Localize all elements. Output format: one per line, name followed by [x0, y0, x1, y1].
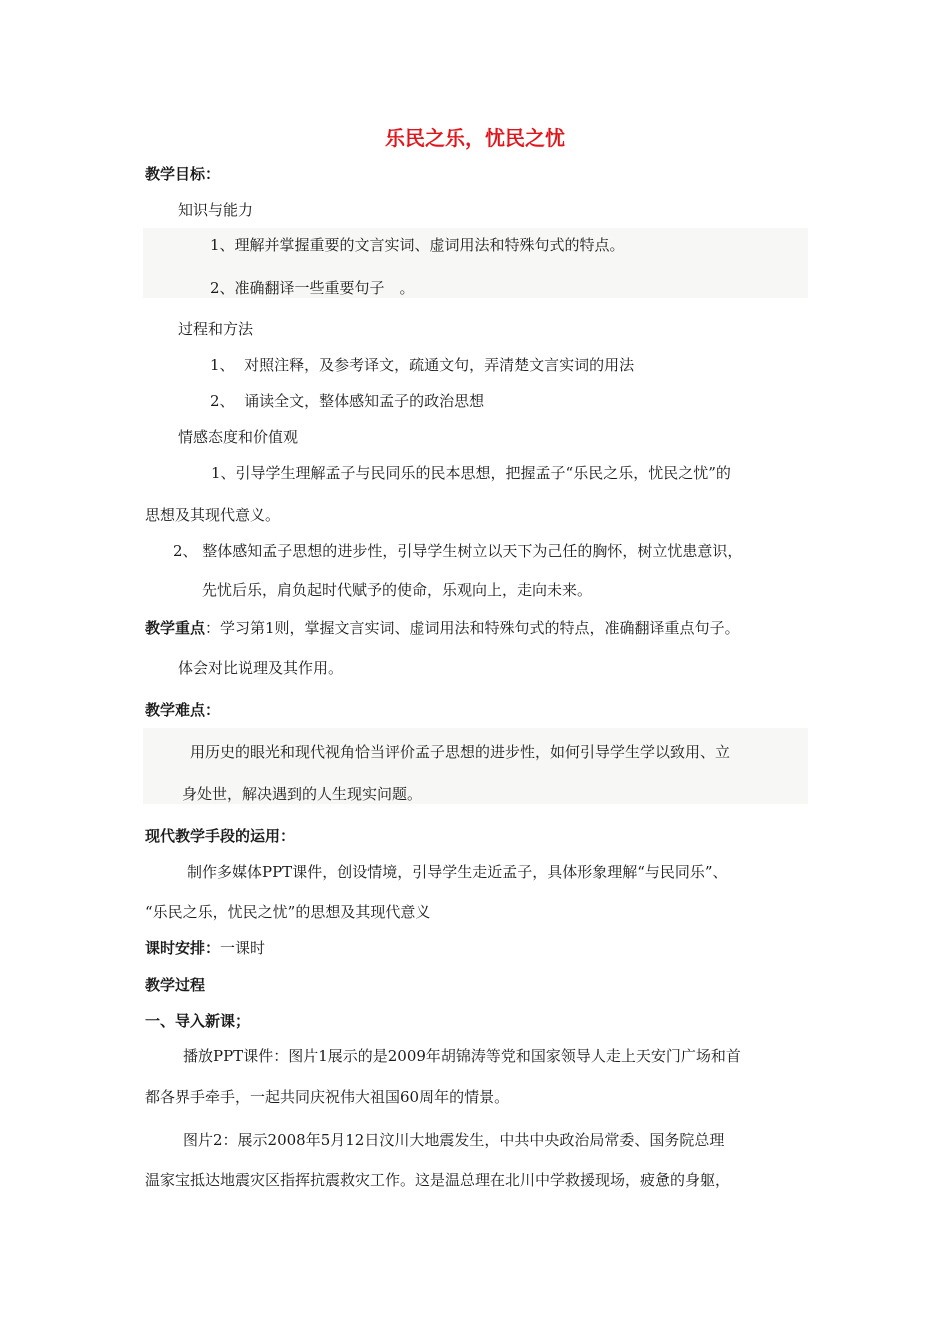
key-points-text: ：学习第1则，掌握文言实词、虚词用法和特殊句式的特点，准确翻译重点句子。	[205, 619, 740, 637]
emotion-item-2-line-2: 先忧后乐，肩负起时代赋予的使命，乐观向上，走向未来。	[202, 581, 593, 599]
intro-p1-line-2: 都各界手牵手，一起共同庆祝伟大祖国60周年的情景。	[145, 1088, 510, 1106]
intro-p2-line-1: 图片2：展示2008年5月12日汶川大地震发生，中共中央政治局常委、国务院总理	[183, 1131, 725, 1149]
intro-heading: 一、导入新课；	[145, 1012, 251, 1030]
media-line-2: “乐民之乐，忧民之忧”的思想及其现代意义	[145, 903, 431, 921]
key-points-label: 教学重点	[145, 619, 206, 637]
emotion-item-2-line-1: 2、 整体感知孟子思想的进步性，引导学生树立以天下为己任的胸怀，树立忧患意识，	[173, 542, 743, 560]
key-points-line-2: 体会对比说理及其作用。	[178, 659, 344, 677]
knowledge-heading: 知识与能力	[178, 201, 254, 219]
emotion-item-1-line-2: 思想及其现代意义。	[145, 506, 281, 524]
media-heading: 现代教学手段的运用：	[145, 827, 296, 845]
media-line-1: 制作多媒体PPT课件，创设情境，引导学生走近孟子，具体形象理解“与民同乐”、	[187, 863, 728, 881]
knowledge-item-2: 2、准确翻译一些重要句子 。	[210, 279, 415, 297]
intro-p1-line-1: 播放PPT课件：图片1展示的是2009年胡锦涛等党和国家领导人走上天安门广场和首	[183, 1047, 741, 1065]
difficulties-line-2: 身处世，解决遇到的人生现实问题。	[182, 785, 423, 803]
difficulties-heading: 教学难点：	[145, 701, 221, 719]
schedule-label: 课时安排：	[145, 939, 221, 957]
page-title: 乐民之乐，忧民之忧	[385, 126, 565, 150]
emotion-heading: 情感态度和价值观	[178, 428, 299, 446]
schedule-value: 一课时	[220, 939, 266, 957]
schedule-line	[145, 938, 265, 958]
knowledge-item-1: 1、理解并掌握重要的文言实词、虚词用法和特殊句式的特点。	[210, 236, 625, 254]
difficulties-line-1: 用历史的眼光和现代视角恰当评价孟子思想的进步性，如何引导学生学以致用、立	[190, 743, 731, 761]
key-points-line-1	[145, 618, 740, 638]
emotion-item-1-line-1: 1、引导学生理解孟子与民同乐的民本思想，把握孟子“乐民之乐，忧民之忧”的	[211, 464, 731, 482]
goals-heading: 教学目标：	[145, 165, 221, 183]
process-item-1: 1、 对照注释，及参考译文，疏通文句，弄清楚文言实词的用法	[210, 356, 635, 374]
process-item-2: 2、 诵读全文，整体感知孟子的政治思想	[210, 392, 485, 410]
teaching-process-heading: 教学过程	[145, 976, 206, 994]
intro-p2-line-2: 温家宝抵达地震灾区指挥抗震救灾工作。这是温总理在北川中学救援现场，疲惫的身躯，	[145, 1171, 731, 1189]
process-heading: 过程和方法	[178, 320, 254, 338]
